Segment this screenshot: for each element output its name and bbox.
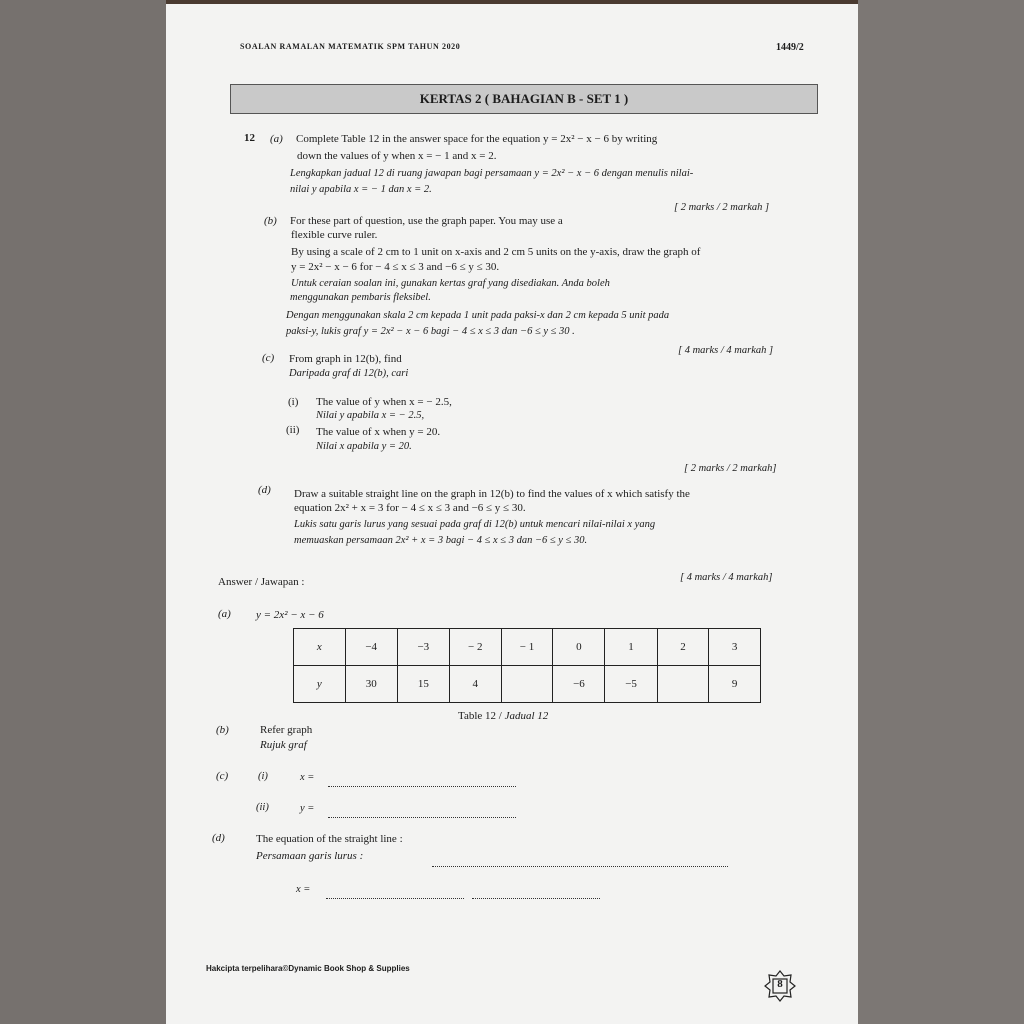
answer-c-i-var: x = [300, 772, 315, 783]
table-cell: − 2 [449, 629, 501, 666]
answer-c-ii-label: (ii) [256, 802, 269, 813]
answer-d-x1-blank[interactable] [326, 888, 464, 899]
part-b-en-line3: By using a scale of 2 cm to 1 unit on x-axis and 2 cm 5 units on the y-axis, draw the graph of [291, 246, 701, 258]
table-cell: − 1 [501, 629, 553, 666]
table-cell: x [294, 629, 346, 666]
table-row-x [294, 629, 761, 666]
page-number: 8 [777, 978, 783, 990]
table-cell: −4 [345, 629, 397, 666]
part-d-ms-line2: memuaskan persamaan 2x² + x = 3 bagi − 4 ≤ x ≤ 3 dan −6 ≤ y ≤ 30. [294, 535, 588, 546]
part-a-label: (a) [270, 133, 283, 145]
part-b-marks: [ 4 marks / 4 markah ] [678, 345, 774, 356]
part-b-ms-line3: Dengan menggunakan skala 2 cm kepada 1 unit pada paksi-x dan 2 cm kepada 5 unit pada [286, 310, 670, 321]
answer-d-equation-blank[interactable] [432, 856, 728, 867]
answer-b-ms: Rujuk graf [260, 739, 307, 751]
header-title: SOALAN RAMALAN MATEMATIK SPM TAHUN 2020 [240, 42, 461, 51]
table-cell-blank[interactable] [501, 666, 553, 703]
answer-c-i-blank[interactable] [328, 776, 516, 787]
answer-c-ii-var: y = [300, 803, 315, 814]
table-cell: 9 [709, 666, 761, 703]
table-caption [458, 710, 548, 722]
part-c-en: From graph in 12(b), find [289, 353, 402, 365]
table-cell: 2 [657, 629, 709, 666]
answer-c-ii-blank[interactable] [328, 807, 516, 818]
answer-b-en: Refer graph [260, 724, 313, 736]
section-banner: KERTAS 2 ( BAHAGIAN B - SET 1 ) [230, 84, 818, 114]
part-d-marks: [ 4 marks / 4 markah] [680, 572, 773, 583]
answer-d-x-var: x = [296, 884, 311, 895]
part-d-ms-line1: Lukis satu garis lurus yang sesuai pada graf di 12(b) untuk mencari nilai-nilai x yang [294, 519, 656, 530]
part-d-label: (d) [258, 484, 271, 496]
part-c-ii-en: The value of x when y = 20. [316, 426, 441, 438]
table-cell: −3 [397, 629, 449, 666]
part-c-ms: Daripada graf di 12(b), cari [289, 368, 409, 379]
part-c-ii-ms: Nilai x apabila y = 20. [316, 441, 412, 452]
table-cell: 15 [397, 666, 449, 703]
page-number-badge [764, 970, 796, 1002]
table-cell: 1 [605, 629, 657, 666]
table-cell: −5 [605, 666, 657, 703]
answer-c-label: (c) [216, 770, 229, 782]
table-row-y [294, 666, 761, 703]
answer-d-ms: Persamaan garis lurus : [256, 850, 364, 862]
part-b-en-line1: For these part of question, use the graph paper. You may use a [290, 215, 563, 227]
part-c-label: (c) [262, 352, 275, 364]
header-code: 1449/2 [776, 42, 804, 53]
table-cell: 0 [553, 629, 605, 666]
answer-b-label: (b) [216, 724, 229, 736]
part-c-i-label: (i) [288, 396, 299, 408]
table-cell-blank[interactable] [657, 666, 709, 703]
answer-d-en: The equation of the straight line : [256, 833, 403, 845]
table-caption-ms: Jadual 12 [504, 710, 549, 722]
part-b-ms-line4: paksi-y, lukis graf y = 2x² − x − 6 bagi − 4 ≤ x ≤ 3 dan −6 ≤ y ≤ 30 . [286, 326, 575, 337]
table-cell: y [294, 666, 346, 703]
answer-c-i-label: (i) [258, 771, 268, 782]
part-b-en-line4: y = 2x² − x − 6 for − 4 ≤ x ≤ 3 and −6 ≤ y ≤ 30. [291, 261, 500, 273]
answer-table [293, 628, 761, 703]
answer-d-x2-blank[interactable] [472, 888, 600, 899]
answer-a-label: (a) [218, 608, 231, 620]
answer-heading: Answer / Jawapan : [218, 576, 305, 588]
document-page [166, 4, 858, 1024]
table-cell: 4 [449, 666, 501, 703]
part-b-en-line2: flexible curve ruler. [291, 229, 378, 241]
part-c-i-en: The value of y when x = − 2.5, [316, 396, 452, 408]
part-b-label: (b) [264, 215, 277, 227]
answer-a-equation: y = 2x² − x − 6 [256, 609, 324, 621]
part-a-marks: [ 2 marks / 2 markah ] [674, 202, 770, 213]
answer-d-label: (d) [212, 832, 225, 844]
part-b-ms-line2: menggunakan pembaris fleksibel. [290, 292, 431, 303]
part-a-ms-line1: Lengkapkan jadual 12 di ruang jawapan bagi persamaan y = 2x² − x − 6 dengan menulis nilai- [290, 168, 694, 179]
question-number: 12 [244, 132, 255, 144]
backdrop-left [0, 0, 166, 1024]
part-a-en-line1: Complete Table 12 in the answer space for the equation y = 2x² − x − 6 by writing [296, 133, 658, 145]
table-caption-en: Table 12 / [458, 710, 505, 722]
table-cell: 3 [709, 629, 761, 666]
table-cell: −6 [553, 666, 605, 703]
table-cell: 30 [345, 666, 397, 703]
part-a-ms-line2: nilai y apabila x = − 1 dan x = 2. [290, 184, 432, 195]
part-c-marks: [ 2 marks / 2 markah] [684, 463, 777, 474]
part-c-i-ms: Nilai y apabila x = − 2.5, [316, 410, 425, 421]
part-a-en-line2: down the values of y when x = − 1 and x = 2. [297, 150, 497, 162]
backdrop-right [858, 0, 1024, 1024]
part-c-ii-label: (ii) [286, 424, 300, 436]
part-d-en-line1: Draw a suitable straight line on the graph in 12(b) to find the values of x which satisfy the [294, 488, 690, 500]
part-b-ms-line1: Untuk ceraian soalan ini, gunakan kertas graf yang disediakan. Anda boleh [291, 278, 610, 289]
part-d-en-line2: equation 2x² + x = 3 for − 4 ≤ x ≤ 3 and −6 ≤ y ≤ 30. [294, 502, 526, 514]
footer-copyright: Hakcipta terpelihara©Dynamic Book Shop & Supplies [206, 964, 410, 973]
